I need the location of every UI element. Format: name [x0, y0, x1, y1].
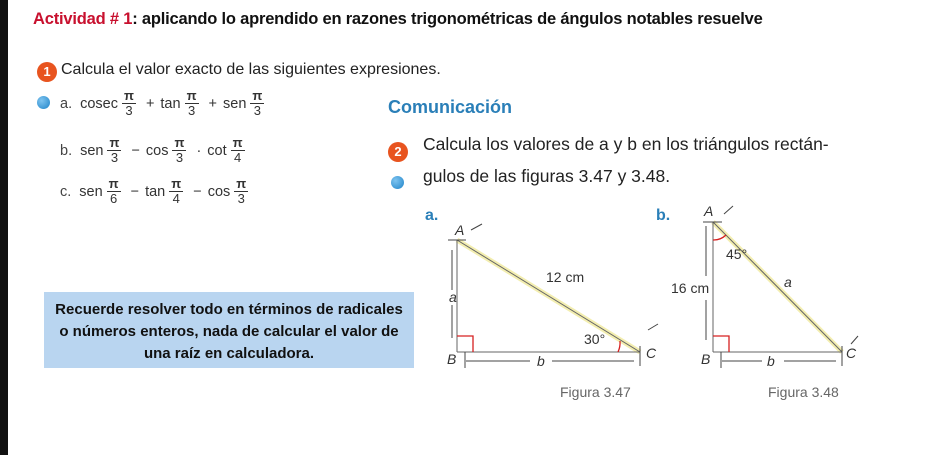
- function-name: tan: [145, 183, 166, 200]
- dimension-tick: [851, 336, 858, 344]
- angle-label: 30°: [584, 331, 606, 347]
- side-length: 16 cm: [671, 280, 710, 296]
- vertex-a: A: [704, 203, 714, 219]
- hypotenuse-edge: [713, 222, 842, 352]
- question-1-badge: 1: [37, 62, 57, 82]
- operator: +: [145, 95, 155, 112]
- denominator: 3: [125, 103, 133, 118]
- dimension-tick: [471, 224, 482, 230]
- operator: −: [193, 183, 202, 200]
- note-line: Recuerde resolver todo en términos de radicales: [55, 301, 403, 318]
- hypotenuse-length: 12 cm: [546, 269, 585, 285]
- side-b-label: b: [767, 353, 775, 369]
- numerator: π: [109, 135, 120, 150]
- function-name: cos: [207, 183, 231, 200]
- figure-3-47: [425, 207, 658, 400]
- numerator: π: [186, 88, 197, 103]
- numerator: π: [171, 176, 182, 191]
- numerator: π: [174, 135, 185, 150]
- activity-number: Actividad # 1: [33, 10, 133, 28]
- right-angle-mark: [713, 336, 729, 352]
- vertex-c: C: [846, 345, 857, 361]
- hypotenuse-label: a: [784, 274, 792, 290]
- note-line: o números enteros, nada de calcular el valor de: [59, 323, 399, 340]
- reminder-note: [44, 292, 414, 368]
- side-b-label: b: [537, 353, 545, 369]
- figure-a-label: a.: [425, 207, 439, 224]
- numerator: π: [252, 88, 263, 103]
- figure-3-48: [656, 203, 858, 400]
- vertex-b: B: [447, 351, 457, 367]
- dimension-tick: [724, 206, 733, 214]
- numerator: π: [108, 176, 119, 191]
- operator: −: [131, 142, 140, 159]
- question-2-line-1: Calcula los valores de a y b en los triángulos rectán-: [423, 134, 829, 154]
- activity-instruction: : aplicando lo aprendido en razones trigonométricas de ángulos notables resuelve: [132, 10, 763, 28]
- vertex-c: C: [646, 345, 657, 361]
- angle-label: 45°: [726, 246, 748, 262]
- right-angle-mark: [457, 336, 473, 352]
- function-name: cos: [145, 142, 169, 159]
- operator: −: [130, 183, 140, 200]
- vertex-a: A: [455, 222, 465, 238]
- function-name: sen: [80, 142, 104, 159]
- function-name: sen: [79, 183, 103, 200]
- function-name: cosec: [80, 95, 118, 112]
- denominator: 3: [253, 103, 261, 118]
- note-line: una raíz en calculadora.: [143, 345, 315, 362]
- function-name: tan: [160, 95, 181, 112]
- angle-arc: [618, 341, 620, 352]
- side-a-label: a: [449, 289, 457, 305]
- denominator: 4: [233, 150, 242, 165]
- operator: ·: [196, 142, 202, 159]
- figure-b-label: b.: [656, 207, 671, 224]
- denominator: 6: [110, 191, 118, 206]
- dimension-tick: [648, 324, 658, 330]
- hypotenuse-edge: [457, 240, 640, 352]
- numerator: π: [236, 176, 247, 191]
- question-2-line-2: gulos de las figuras 3.47 y 3.48.: [423, 166, 671, 186]
- numerator: π: [123, 88, 134, 103]
- denominator: 3: [187, 103, 196, 118]
- section-heading: Comunicación: [388, 97, 513, 117]
- question-1-text: Calcula el valor exacto de las siguientes expresiones.: [61, 61, 441, 78]
- denominator: 3: [175, 150, 184, 165]
- item-label: c.: [60, 183, 72, 200]
- function-name: sen: [223, 95, 247, 112]
- operator: +: [208, 95, 217, 112]
- item-label: b.: [60, 142, 73, 159]
- figure-caption: Figura 3.47: [560, 384, 631, 400]
- denominator: 3: [237, 191, 245, 206]
- question-2-badge: 2: [388, 142, 408, 162]
- figure-caption: Figura 3.48: [768, 384, 839, 400]
- denominator: 4: [172, 191, 180, 206]
- vertex-b: B: [701, 351, 711, 367]
- numerator: π: [232, 135, 243, 150]
- item-label: a.: [60, 95, 73, 112]
- denominator: 3: [110, 150, 119, 165]
- function-name: cot: [207, 142, 227, 159]
